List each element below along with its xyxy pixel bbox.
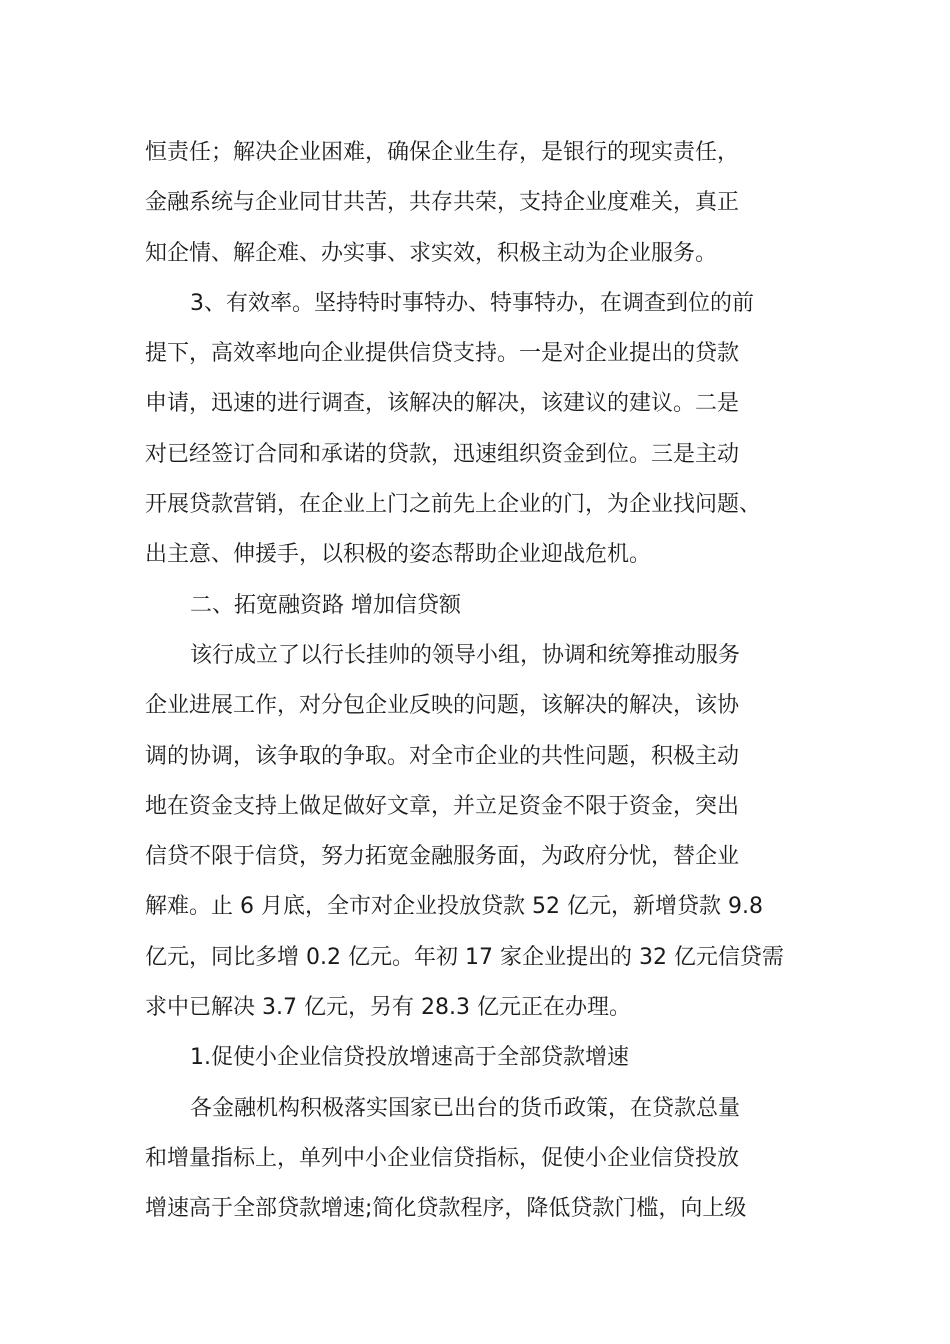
text-line: 亿元，同比多增 0.2 亿元。年初 17 家企业提出的 32 亿元信贷需 bbox=[145, 944, 784, 970]
text-line: 提下，高效率地向企业提供信贷支持。一是对企业提出的贷款 bbox=[145, 341, 740, 367]
text-line: 金融系统与企业同甘共苦，共存共荣，支持企业度难关，真正 bbox=[145, 190, 740, 216]
text-line: 3、有效率。坚持特时事特办、特事特办，在调查到位的前 bbox=[190, 290, 754, 316]
text-line: 出主意、伸援手，以积极的姿态帮助企业迎战危机。 bbox=[145, 542, 652, 568]
text-line: 申请，迅速的进行调查，该解决的解决，该建议的建议。二是 bbox=[145, 391, 740, 417]
text-line: 知企情、解企难、办实事、求实效，积极主动为企业服务。 bbox=[145, 240, 718, 266]
text-line: 和增量指标上，单列中小企业信贷指标，促使小企业信贷投放 bbox=[145, 1145, 740, 1171]
section-heading: 二、拓宽融资路 增加信贷额 bbox=[190, 592, 461, 618]
text-line: 信贷不限于信贷，努力拓宽金融服务面，为政府分忧，替企业 bbox=[145, 844, 740, 870]
text-line: 求中已解决 3.7 亿元，另有 28.3 亿元正在办理。 bbox=[145, 995, 631, 1021]
text-line: 解难。止 6 月底，全市对企业投放贷款 52 亿元，新增贷款 9.8 bbox=[145, 894, 763, 920]
text-line: 各金融机构积极落实国家已出台的货币政策，在贷款总量 bbox=[190, 1095, 741, 1121]
text-line: 调的协调，该争取的争取。对全市企业的共性问题，积极主动 bbox=[145, 743, 740, 769]
text-line: 该行成立了以行长挂帅的领导小组，协调和统筹推动服务 bbox=[190, 642, 741, 668]
text-line: 恒责任；解决企业困难，确保企业生存，是银行的现实责任， bbox=[145, 140, 740, 165]
text-line: 开展贷款营销，在企业上门之前先上企业的门，为企业找问题、 bbox=[145, 492, 762, 518]
text-line: 企业进展工作，对分包企业反映的问题，该解决的解决，该协 bbox=[145, 693, 740, 719]
text-line: 对已经签订合同和承诺的贷款，迅速组织资金到位。三是主动 bbox=[145, 441, 740, 467]
subsection-heading: 1.促使小企业信贷投放增速高于全部贷款增速 bbox=[190, 1045, 629, 1071]
body-text bbox=[145, 128, 825, 1235]
text-line: 地在资金支持上做足做好文章，并立足资金不限于资金，突出 bbox=[145, 793, 740, 819]
text-line: 增速高于全部贷款增速;简化贷款程序，降低贷款门槛，向上级 bbox=[145, 1196, 747, 1222]
